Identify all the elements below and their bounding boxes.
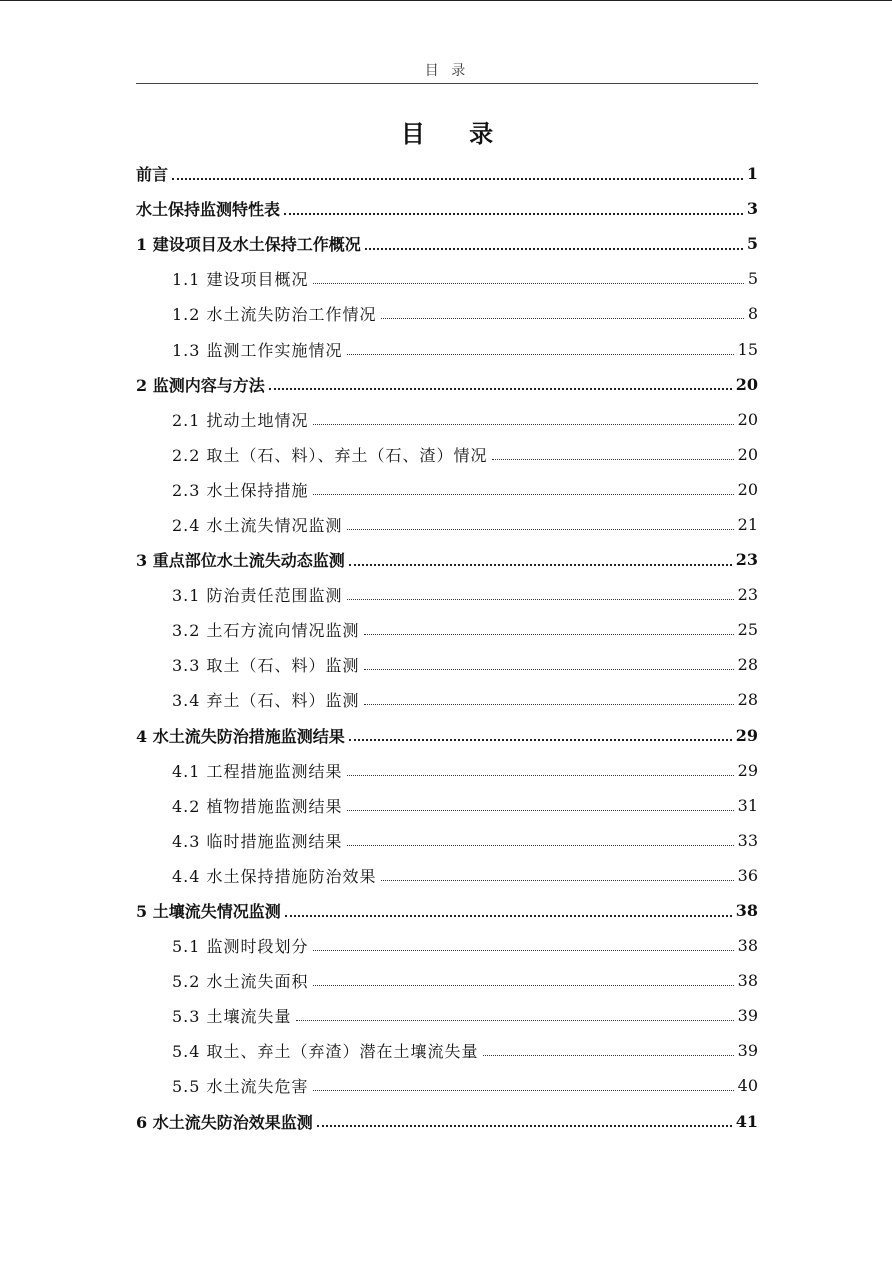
- toc-entry-title: 3 重点部位水土流失动态监测: [136, 551, 345, 571]
- toc-chapter-entry[interactable]: [136, 1104, 758, 1139]
- toc-section-entry[interactable]: [136, 823, 758, 858]
- toc-chapter-entry[interactable]: [136, 191, 758, 226]
- toc-entry-title: 4.2 植物措施监测结果: [172, 796, 343, 816]
- toc-page-number: 38: [737, 971, 758, 991]
- toc-page-number: 38: [737, 936, 758, 956]
- toc-section-entry[interactable]: [136, 472, 758, 507]
- toc-dot-leader: [364, 704, 734, 705]
- toc-page-number: 31: [737, 795, 758, 815]
- toc-chapter-entry[interactable]: [136, 718, 758, 753]
- toc-page-number: 8: [747, 304, 758, 324]
- toc-entry-title: 水土保持监测特性表: [136, 200, 281, 220]
- toc-chapter-entry[interactable]: [136, 893, 758, 928]
- toc-entry-title: 前言: [136, 165, 169, 185]
- toc-section-entry[interactable]: [136, 963, 758, 998]
- toc-entry-title: 3.2 土石方流向情况监测: [172, 621, 360, 641]
- toc-section-entry[interactable]: [136, 261, 758, 296]
- toc-entry-title: 5.4 取土、弃土（弃渣）潜在土壤流失量: [172, 1042, 479, 1062]
- toc-page-number: 39: [737, 1006, 758, 1026]
- toc-section-entry[interactable]: [136, 437, 758, 472]
- toc-dot-leader: [172, 178, 743, 180]
- toc-dot-leader: [313, 985, 734, 986]
- toc-page-number: 23: [737, 585, 758, 605]
- toc-entry-title: 2.3 水土保持措施: [172, 480, 309, 500]
- toc-page-number: 28: [737, 655, 758, 675]
- toc-section-entry[interactable]: [136, 296, 758, 331]
- toc-dot-leader: [317, 1125, 732, 1127]
- toc-dot-leader: [313, 283, 744, 284]
- toc-section-entry[interactable]: [136, 331, 758, 366]
- toc-dot-leader: [381, 318, 744, 319]
- toc-entry-title: 1.2 水土流失防治工作情况: [172, 305, 377, 325]
- toc-dot-leader: [347, 810, 734, 811]
- toc-page-number: 1: [746, 164, 758, 184]
- toc-section-entry[interactable]: [136, 612, 758, 647]
- toc-entry-title: 4 水土流失防治措施监测结果: [136, 726, 345, 746]
- toc-dot-leader: [313, 950, 734, 951]
- toc-page-number: 20: [735, 374, 758, 394]
- toc-section-entry[interactable]: [136, 928, 758, 963]
- toc-section-entry[interactable]: [136, 858, 758, 893]
- toc-page-number: 28: [737, 690, 758, 710]
- toc-dot-leader: [313, 1090, 734, 1091]
- toc-chapter-entry[interactable]: [136, 367, 758, 402]
- toc-entry-title: 3.1 防治责任范围监测: [172, 586, 343, 606]
- toc-entry-title: 3.3 取土（石、料）监测: [172, 656, 360, 676]
- table-of-contents: [136, 156, 758, 1139]
- toc-dot-leader: [284, 213, 743, 215]
- toc-page-number: 33: [737, 830, 758, 850]
- toc-dot-leader: [313, 424, 734, 425]
- running-header: 目 录: [424, 63, 470, 79]
- toc-page-number: 25: [737, 620, 758, 640]
- toc-dot-leader: [364, 669, 734, 670]
- toc-dot-leader: [347, 529, 734, 530]
- toc-entry-title: 1.1 建设项目概况: [172, 270, 309, 290]
- toc-dot-leader: [492, 459, 734, 460]
- toc-entry-title: 1 建设项目及水土保持工作概况: [136, 235, 361, 255]
- toc-section-entry[interactable]: [136, 998, 758, 1033]
- toc-page-number: 20: [737, 444, 758, 464]
- toc-page-number: 21: [737, 514, 758, 534]
- toc-entry-title: 4.4 水土保持措施防治效果: [172, 866, 377, 886]
- toc-dot-leader: [313, 494, 734, 495]
- toc-section-entry[interactable]: [136, 402, 758, 437]
- toc-page-number: 38: [735, 901, 758, 921]
- toc-entry-title: 2 监测内容与方法: [136, 375, 265, 395]
- toc-section-entry[interactable]: [136, 1033, 758, 1068]
- toc-dot-leader: [483, 1055, 734, 1056]
- toc-dot-leader: [347, 845, 734, 846]
- toc-dot-leader: [269, 388, 732, 390]
- toc-page-number: 15: [737, 339, 758, 359]
- toc-section-entry[interactable]: [136, 1068, 758, 1103]
- header-divider: [136, 83, 758, 84]
- toc-entry-title: 1.3 监测工作实施情况: [172, 340, 343, 360]
- toc-page-number: 40: [737, 1076, 758, 1096]
- toc-dot-leader: [347, 775, 734, 776]
- toc-entry-title: 5.3 土壤流失量: [172, 1007, 292, 1027]
- toc-entry-title: 3.4 弃土（石、料）监测: [172, 691, 360, 711]
- toc-dot-leader: [347, 354, 734, 355]
- toc-entry-title: 5.1 监测时段划分: [172, 937, 309, 957]
- toc-entry-title: 5.2 水土流失面积: [172, 972, 309, 992]
- toc-section-entry[interactable]: [136, 682, 758, 717]
- toc-page-number: 29: [737, 760, 758, 780]
- toc-page-number: 36: [737, 865, 758, 885]
- toc-dot-leader: [349, 564, 732, 566]
- toc-section-entry[interactable]: [136, 507, 758, 542]
- toc-entry-title: 5.5 水土流失危害: [172, 1077, 309, 1097]
- toc-entry-title: 6 水土流失防治效果监测: [136, 1112, 313, 1132]
- toc-chapter-entry[interactable]: [136, 226, 758, 261]
- toc-page-number: 29: [735, 725, 758, 745]
- toc-dot-leader: [285, 915, 732, 917]
- toc-entry-title: 4.3 临时措施监测结果: [172, 831, 343, 851]
- toc-page-number: 39: [737, 1041, 758, 1061]
- toc-chapter-entry[interactable]: [136, 156, 758, 191]
- page-title: 目 录: [400, 119, 512, 148]
- toc-entry-title: 4.1 工程措施监测结果: [172, 761, 343, 781]
- toc-dot-leader: [347, 599, 734, 600]
- toc-page-number: 23: [735, 550, 758, 570]
- toc-dot-leader: [365, 248, 743, 250]
- toc-section-entry[interactable]: [136, 577, 758, 612]
- toc-page-number: 41: [735, 1111, 758, 1131]
- toc-dot-leader: [349, 739, 732, 741]
- toc-page-number: 5: [746, 234, 758, 254]
- toc-dot-leader: [381, 880, 734, 881]
- toc-section-entry[interactable]: [136, 753, 758, 788]
- toc-page-number: 5: [747, 269, 758, 289]
- toc-page-number: 3: [746, 199, 758, 219]
- toc-section-entry[interactable]: [136, 788, 758, 823]
- toc-page-number: 20: [737, 479, 758, 499]
- page-top-border: [0, 0, 892, 1]
- toc-entry-title: 2.1 扰动土地情况: [172, 410, 309, 430]
- toc-entry-title: 5 土壤流失情况监测: [136, 902, 281, 922]
- toc-entry-title: 2.4 水土流失情况监测: [172, 515, 343, 535]
- toc-page-number: 20: [737, 409, 758, 429]
- toc-entry-title: 2.2 取土（石、料）、弃土（石、渣）情况: [172, 445, 488, 465]
- toc-section-entry[interactable]: [136, 647, 758, 682]
- toc-dot-leader: [364, 634, 734, 635]
- toc-dot-leader: [296, 1020, 734, 1021]
- toc-chapter-entry[interactable]: [136, 542, 758, 577]
